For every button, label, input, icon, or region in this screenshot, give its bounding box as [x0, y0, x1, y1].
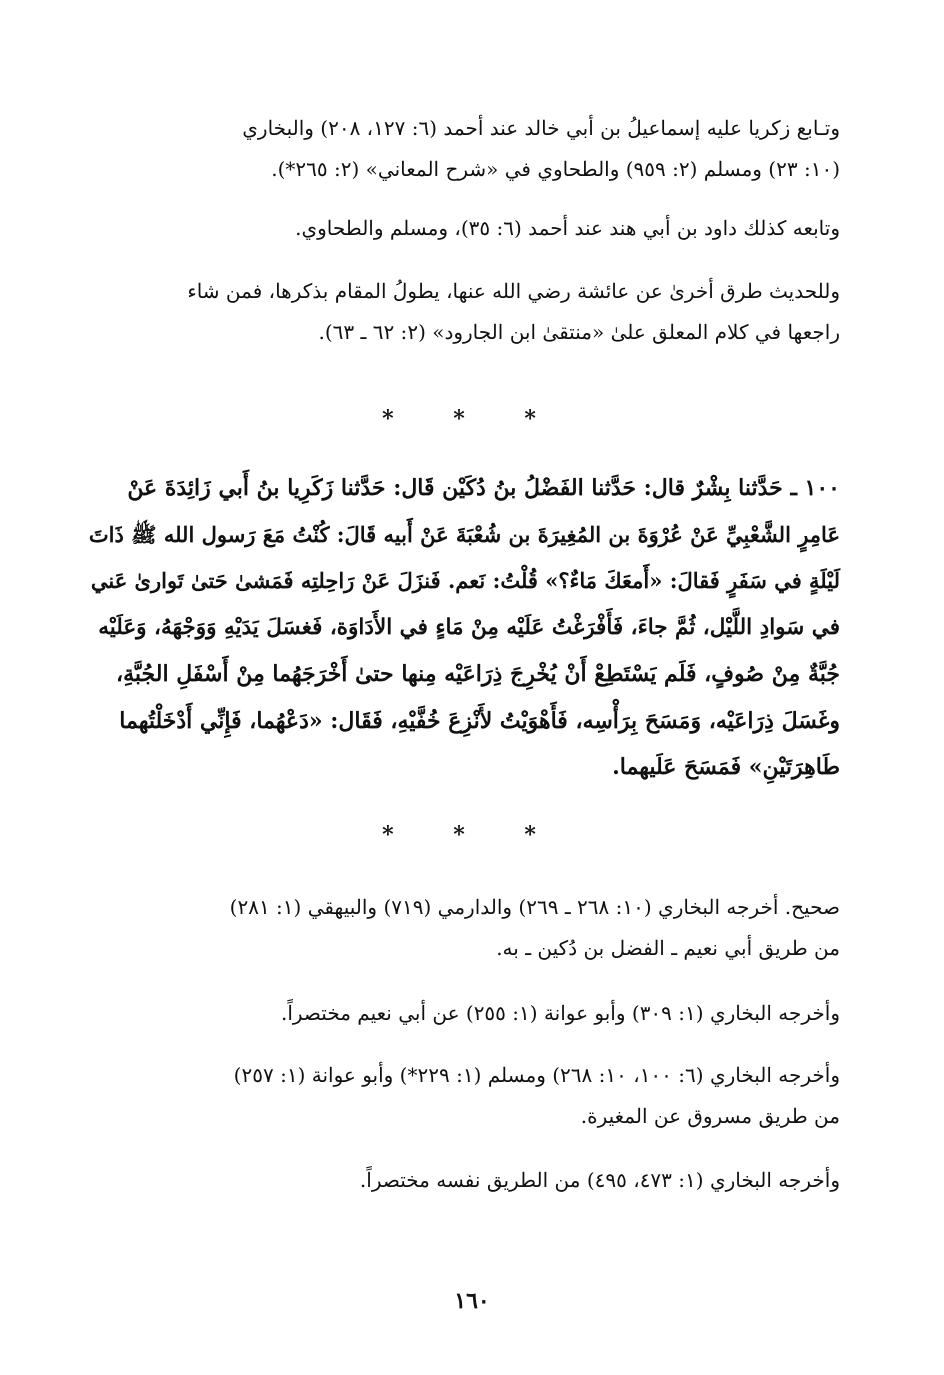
hadith-line: في سَوادِ اللَّيْل، ثُمَّ جاءَ، فَأَفْرَغْتُ عَلَيْه مِنْ مَاءٍ في الأَدَاوَة، فَغسَلَ يَدَيْهِ وَوَجْهَهُ، وَعَلَيْه [98, 614, 840, 640]
intro-paragraph-3 [88, 271, 840, 353]
hadith-paragraph [88, 465, 840, 791]
intro-paragraph-1 [88, 108, 840, 190]
page-number: ١٦٠ [454, 1288, 490, 1314]
hadith-line: لَيْلَةٍ في سَفَرٍ فَقالَ: «أَمعَكَ مَاءٌ؟» قُلْتُ: نَعم. فَنزَلَ عَنْ رَاحِلتِه فَمَشىٰ حَتىٰ تَوارىٰ عَني [90, 568, 840, 593]
takhrij-paragraph-1 [88, 887, 840, 969]
text-line: وأخرجه البخاري (١: ٤٧٣، ٤٩٥) من الطريق نفسه مختصراً. [359, 1168, 840, 1192]
text-line: من طريق مسروق عن المغيرة. [580, 1104, 840, 1128]
hadith-line: طَاهِرَتَيْنِ» فَمَسَحَ عَلَيهما. [612, 754, 840, 780]
takhrij-paragraph-4 [88, 1160, 840, 1201]
text-line: وأخرجه البخاري (١: ٣٠٩) وأبو عوانة (١: ٢٥٥) عن أبي نعيم مختصراً. [280, 1001, 840, 1025]
text-line: راجعها في كلام المعلق علىٰ «منتقىٰ ابن الجارود» (٢: ٦٢ ـ ٦٣). [318, 320, 840, 344]
text-line: وتابعه كذلك داود بن أبي هند عند أحمد (٦: ٣٥)، ومسلم والطحاوي. [295, 216, 840, 240]
section-separator: * * * [382, 406, 562, 432]
takhrij-paragraph-2 [88, 993, 840, 1034]
text-line: من طريق أبي نعيم ـ الفضل بن دُكين ـ به. [496, 936, 840, 960]
section-separator: * * * [382, 822, 562, 848]
text-line: صحيح. أخرجه البخاري (١٠: ٢٦٨ ـ ٢٦٩) والدارمي (٧١٩) والبيهقي (١: ٢٨١) [229, 895, 840, 919]
hadith-line: ١٠٠ ـ حَدَّثنا بِشْرٌ قال: حَدَّثنا الفَضْلُ بنُ دُكَيْن قَال: حَدَّثنا زَكَرِيا بنُ أَبي زَائِدَةَ عَنْ [127, 475, 840, 501]
hadith-line: وغَسَلَ ذِرَاعَيْه، وَمَسَحَ بِرَأْسِه، فَأَهْوَيْتُ لأَنْزِعَ خُفَّيْهِ، فَقَال: «دَعْهُما، فَإِنِّي أَدْخَلْتُهما [119, 707, 840, 734]
text-line: وتـابع زكريا عليه إسماعيلُ بن أبي خالد عند أحمد (٦: ١٢٧، ٢٠٨) والبخاري [242, 116, 840, 140]
hadith-line: عَامِرٍ الشَّعْبِيِّ عَنْ عُرْوَةَ بن المُغِيرَةَ بن شُعْبَةَ عَنْ أَبيه قَالَ: كُنْتُ مَعَ رَسول الله ﷺ ذَاتَ [88, 521, 840, 547]
takhrij-paragraph-3 [88, 1055, 840, 1137]
text-line: وأخرجه البخاري (٦: ١٠٠، ١٠: ٢٦٨) ومسلم (١: ٢٢٩*) وأبو عوانة (١: ٢٥٧) [233, 1063, 840, 1087]
text-line: (١٠: ٢٣) ومسلم (٢: ٩٥٩) والطحاوي في «شرح المعاني» (٢: ٢٦٥*). [271, 157, 840, 181]
hadith-line: جُبَّةٌ مِنْ صُوفٍ، فَلَم يَسْتَطِعْ أَنْ يُخْرِجَ ذِرَاعَيْه مِنها حتىٰ أَخْرَجَهُما مِنْ أَسْفَلِ الجُبَّةِ، [116, 661, 840, 687]
text-line: وللحديث طرق أخرىٰ عن عائشة رضي الله عنها، يطولُ المقام بذكرها، فمن شاء [187, 279, 840, 303]
intro-paragraph-2 [88, 208, 840, 249]
